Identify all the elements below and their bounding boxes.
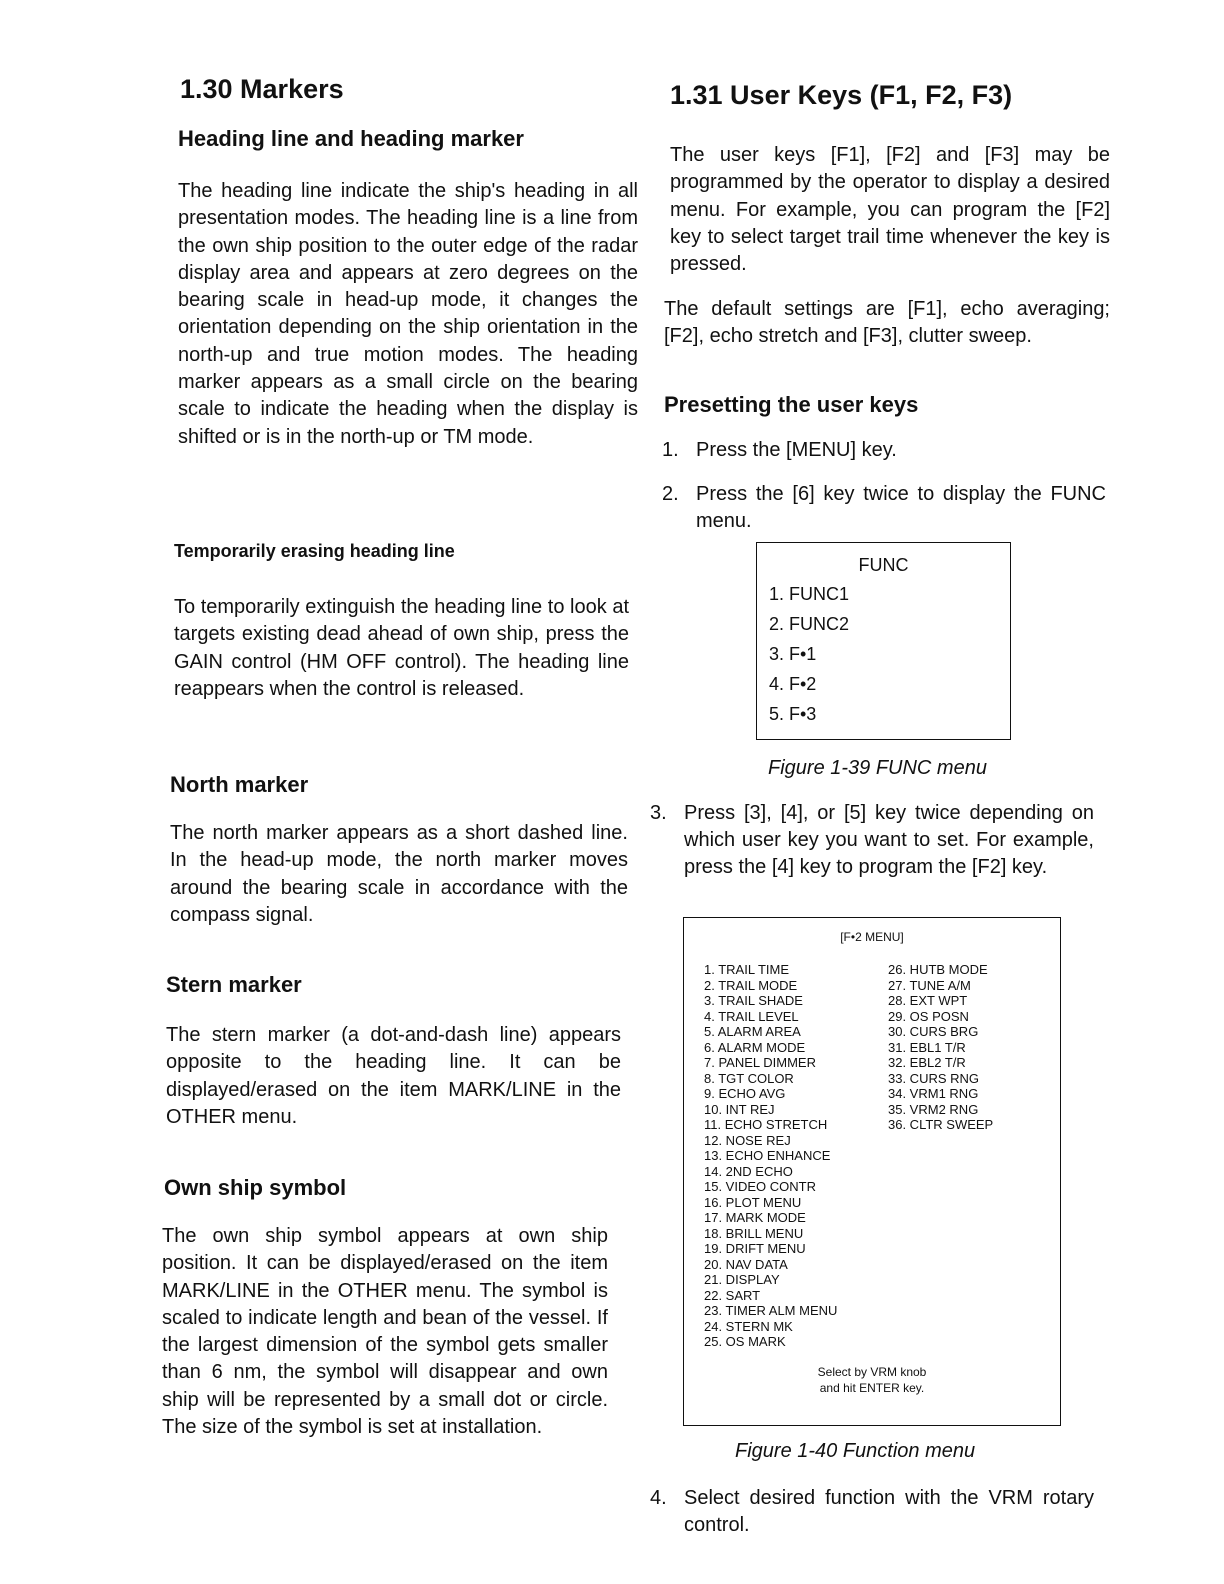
func-menu-item: 4. F•2 (769, 674, 817, 694)
step-text: Press [3], [4], or [5] key twice depending on which user key you want to set. For example, press the [4] key to program the [F2] key. (684, 802, 1094, 878)
func-menu-box (756, 542, 1011, 740)
func-menu-title: FUNC (858, 555, 909, 575)
function-menu-item: 32. EBL2 T/R (888, 1055, 966, 1070)
subheading-presetting: Presetting the user keys (664, 392, 919, 417)
function-menu-item: 12. NOSE REJ (704, 1132, 791, 1148)
function-menu-item: 3. TRAIL SHADE (704, 993, 803, 1008)
function-menu-item: 10. INT REJ (704, 1101, 775, 1117)
figure-1-39-caption: Figure 1-39 FUNC menu (768, 757, 987, 779)
function-menu-item: 35. VRM2 RNG (888, 1101, 979, 1117)
function-menu-item: 33. CURS RNG (888, 1070, 980, 1086)
function-menu-item: 29. OS POSN (888, 1008, 969, 1024)
function-menu-item: 31. EBL1 T/R (888, 1039, 966, 1055)
function-menu-item: 4. TRAIL LEVEL (704, 1008, 799, 1024)
func-menu-item: 5. F•3 (769, 704, 817, 724)
function-menu-item: 13. ECHO ENHANCE (704, 1148, 831, 1163)
function-menu-item: 36. CLTR SWEEP (888, 1117, 994, 1132)
step-4 (650, 1485, 1110, 1541)
function-menu-item: 27. TUNE A/M (888, 977, 971, 993)
function-menu-item: 28. EXT WPT (888, 993, 968, 1008)
step-1 (662, 437, 1110, 467)
paragraph-user-keys-intro: The user keys [F1], [F2] and [F3] may be programmed by the operator to display a desired menu. For example, you can program the [F2] key to select target trail time whenever the key is pressed. (670, 144, 1110, 276)
function-menu-item: 15. VIDEO CONTR (704, 1179, 816, 1194)
function-menu-box (683, 917, 1061, 1426)
paragraph-stern-marker: The stern marker (a dot-and-dash line) appears opposite to the heading line. It can be displayed/erased on the item MARK/LINE in the OTHER menu. (166, 1024, 621, 1128)
func-menu-item: 1. FUNC1 (769, 584, 850, 604)
step-number: 1. (662, 439, 679, 461)
function-menu-footer-line2: and hit ENTER key. (819, 1381, 925, 1395)
paragraph-north-marker: The north marker appears as a short dashed line. In the head-up mode, the north marker moves around the bearing scale in accordance with the compass signal. (170, 822, 628, 926)
function-menu-list-left (704, 962, 837, 1350)
function-menu-item: 20. NAV DATA (704, 1256, 788, 1272)
function-menu-item: 30. CURS BRG (888, 1024, 979, 1039)
function-menu-item: 26. HUTB MODE (888, 962, 988, 977)
figure-1-40-caption: Figure 1-40 Function menu (735, 1440, 976, 1462)
step-number: 2. (662, 483, 679, 505)
function-menu-item: 14. 2ND ECHO (704, 1163, 793, 1179)
func-menu-item: 2. FUNC2 (769, 614, 850, 634)
function-menu-item: 23. TIMER ALM MENU (704, 1303, 838, 1318)
function-menu-item: 25. OS MARK (704, 1334, 786, 1349)
paragraph-default-settings: The default settings are [F1], echo averaging; [F2], echo stretch and [F3], clutter sweep. (664, 298, 1110, 348)
function-menu-item: 9. ECHO AVG (704, 1086, 786, 1101)
function-menu-item: 21. DISPLAY (704, 1272, 780, 1287)
function-menu-footer-line1: Select by VRM knob (817, 1365, 927, 1379)
function-menu-item: 5. ALARM AREA (704, 1024, 801, 1039)
function-menu-item: 8. TGT COLOR (704, 1070, 794, 1086)
step-text: Press the [MENU] key. (696, 439, 897, 461)
function-menu-item: 34. VRM1 RNG (888, 1086, 979, 1101)
function-menu-item: 1. TRAIL TIME (704, 962, 790, 977)
function-menu-item: 22. SART (704, 1287, 761, 1303)
step-text: Select desired function with the VRM rotary control. (684, 1487, 1094, 1536)
subheading-north-marker: North marker (170, 772, 309, 797)
step-3 (650, 800, 1110, 910)
function-menu-item: 6. ALARM MODE (704, 1039, 806, 1055)
function-menu-list-right (888, 962, 993, 1133)
function-menu-footer (684, 1364, 1060, 1396)
function-menu-item: 16. PLOT MENU (704, 1194, 802, 1210)
func-menu-item: 3. F•1 (769, 644, 817, 664)
function-menu-item: 18. BRILL MENU (704, 1225, 804, 1241)
subheading-own-ship-symbol: Own ship symbol (164, 1175, 347, 1200)
function-menu-title: [F•2 MENU] (840, 930, 904, 944)
step-2 (662, 481, 1110, 537)
function-menu-item: 19. DRIFT MENU (704, 1241, 806, 1256)
paragraph-own-ship-symbol: The own ship symbol appears at own ship position. It can be displayed/erased on the item MARK/LINE in the OTHER menu. The symbol is scaled to indicate length and bean of the vessel. If the largest dimension of the symbol gets smaller than 6 nm, the symbol will disappear and own ship will be represented by a small dot or circle. The size of the symbol is set at installation. (162, 1225, 608, 1439)
section-title-markers: 1.30 Markers (180, 74, 344, 104)
subheading-heading-line: Heading line and heading marker (178, 126, 524, 151)
subheading-temporarily-erasing: Temporarily erasing heading line (174, 541, 455, 561)
paragraph-temporarily-erasing: To temporarily extinguish the heading line to look at targets existing dead ahead of own ship, press the GAIN control (HM OFF control). The heading line reappears when the control is released. (174, 596, 629, 700)
function-menu-item: 7. PANEL DIMMER (704, 1055, 816, 1070)
section-title-user-keys: 1.31 User Keys (F1, F2, F3) (670, 80, 1013, 110)
step-text: Press the [6] key twice to display the FUNC menu. (696, 483, 1106, 532)
paragraph-heading-line: The heading line indicate the ship's heading in all presentation modes. The heading line is a line from the own ship position to the outer edge of the radar display area and appears at zero degrees on the bearing scale in head-up mode, it changes the orientation depending on the ship orientation in the north-up and true motion modes. The heading marker appears as a small circle on the bearing scale to indicate the heading when the display is shifted or is in the north-up or TM mode. (178, 180, 638, 448)
function-menu-item: 2. TRAIL MODE (704, 977, 798, 993)
subheading-stern-marker: Stern marker (166, 972, 302, 997)
function-menu-item: 24. STERN MK (704, 1318, 793, 1334)
function-menu-item: 11. ECHO STRETCH (704, 1117, 828, 1132)
function-menu-item: 17. MARK MODE (704, 1210, 806, 1225)
step-number: 3. (650, 802, 667, 824)
step-number: 4. (650, 1487, 667, 1509)
